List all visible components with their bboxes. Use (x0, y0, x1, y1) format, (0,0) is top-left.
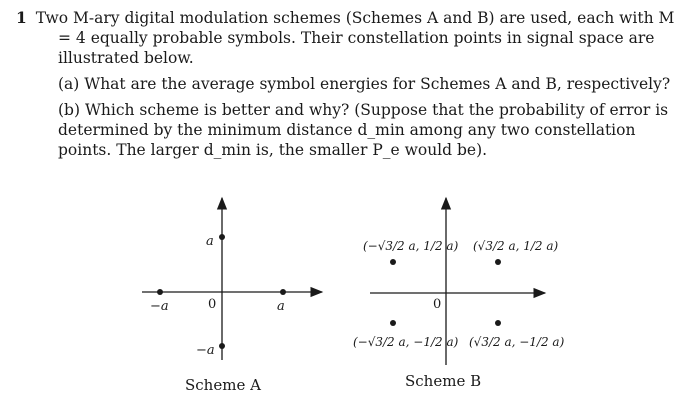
scheme-b-diagram (345, 190, 595, 400)
part-b: (b) Which scheme is better and why? (Suppose that the probability of error is determined by the minimum distance d_min among any two constellation points. The larger d_min is, the smaller P_e would be). (58, 101, 669, 159)
scheme-b-label-lower-right: (√3/2 a, −1/2 a) (469, 335, 565, 349)
scheme-a-label-left: −a (150, 299, 169, 314)
problem-number: 1 (16, 8, 27, 27)
scheme-b-point-lower-right (495, 320, 501, 326)
scheme-a-label-top: a (206, 234, 214, 249)
scheme-b-point-upper-right (495, 259, 501, 265)
problem-intro: Two M-ary digital modulation schemes (Schemes A and B) are used, each with M = 4 equally probable symbols. Their constellation points in signal space are illustrated below. (35, 9, 675, 67)
scheme-b-caption: Scheme B (405, 372, 482, 390)
scheme-b-origin: 0 (433, 297, 442, 312)
scheme-a-point-top (219, 234, 225, 240)
scheme-a-point-bottom (219, 343, 225, 349)
scheme-b-label-lower-left: (−√3/2 a, −1/2 a) (353, 335, 459, 349)
scheme-b-point-lower-left (390, 320, 396, 326)
scheme-a-diagram (140, 190, 340, 400)
scheme-b-point-upper-left (390, 259, 396, 265)
scheme-a-caption: Scheme A (185, 376, 261, 394)
part-a: (a) What are the average symbol energies for Schemes A and B, respectively? (58, 75, 671, 93)
scheme-a-label-right: a (277, 299, 285, 314)
scheme-a-point-left (157, 289, 163, 295)
problem-statement (16, 8, 680, 160)
scheme-a-origin: 0 (208, 297, 217, 312)
scheme-b-label-upper-left: (−√3/2 a, 1/2 a) (363, 239, 459, 253)
scheme-b-label-upper-right: (√3/2 a, 1/2 a) (473, 239, 559, 253)
scheme-a-label-bottom: −a (196, 343, 215, 358)
scheme-a-point-right (280, 289, 286, 295)
